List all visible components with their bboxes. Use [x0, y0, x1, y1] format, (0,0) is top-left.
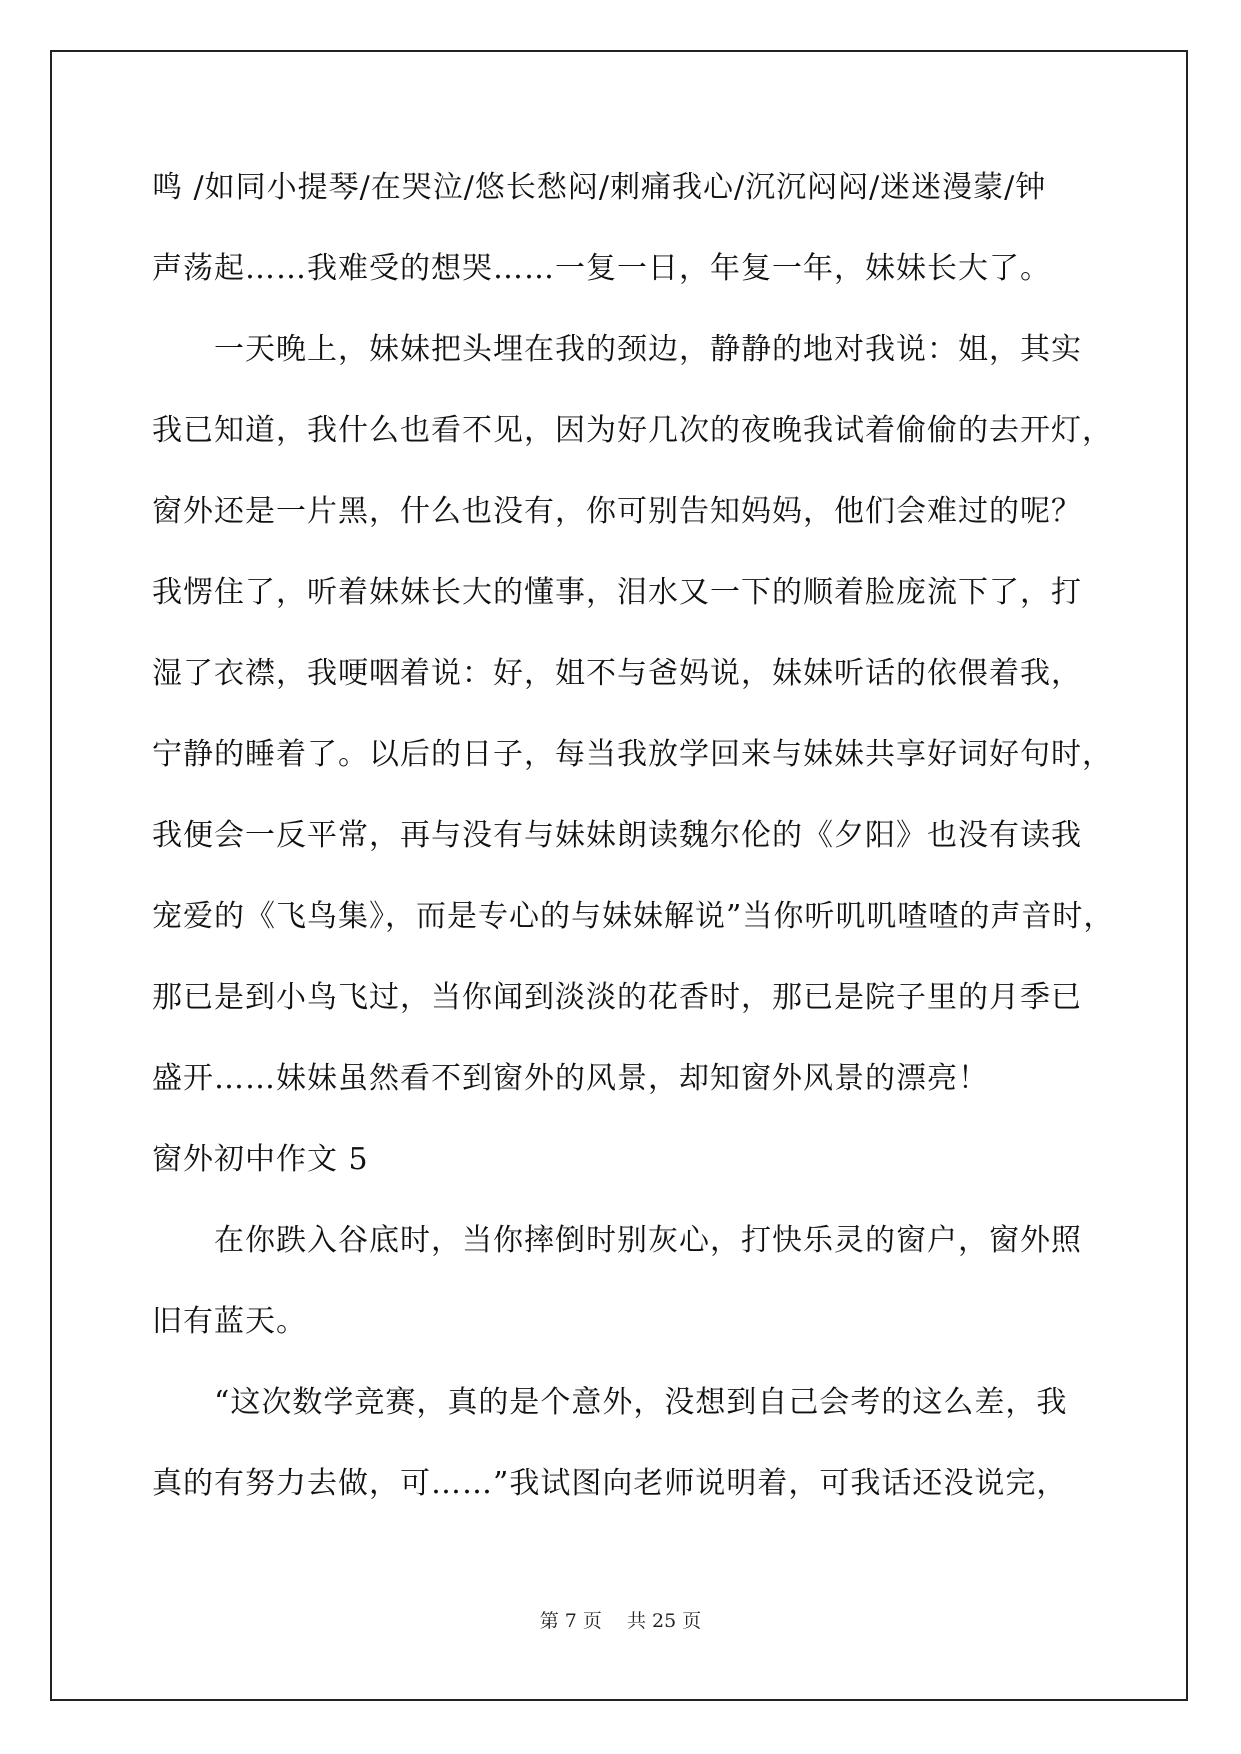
- text-line: 鸣 /如同小提琴/在哭泣/悠长愁闷/刺痛我心/沉沉闷闷/迷迷漫蒙/钟: [152, 170, 1047, 205]
- text-line: 声荡起……我难受的想哭……一复一日，年复一年，妹妹长大了。: [152, 251, 1051, 286]
- text-line: 窗外还是一片黑，什么也没有，你可别告知妈妈，他们会难过的呢？: [152, 494, 1082, 529]
- text-line: 旧有蓝天。: [152, 1304, 307, 1339]
- page-number-footer: 第 7 页 共 25 页: [539, 1610, 702, 1632]
- text-line: 盛开……妹妹虽然看不到窗外的风景，却知窗外风景的漂亮！: [152, 1061, 989, 1096]
- text-line: 湿了衣襟，我哽咽着说：好，姐不与爸妈说，妹妹听话的依偎着我，: [152, 656, 1082, 691]
- text-line: 宁静的睡着了。以后的日子，每当我放学回来与妹妹共享好词好句时，: [152, 737, 1113, 772]
- text-line: 在你跌入谷底时，当你摔倒时别灰心，打快乐灵的窗户，窗外照: [152, 1223, 1082, 1258]
- text-line: “这次数学竞赛，真的是个意外，没想到自己会考的这么差，我: [152, 1385, 1068, 1420]
- text-line: 宠爱的《飞鸟集》，而是专心的与妹妹解说”当你听叽叽喳喳的声音时，: [152, 899, 1115, 934]
- document-body: [152, 168, 1115, 1545]
- text-line: 一天晚上，妹妹把头埋在我的颈边，静静的地对我说：姐，其实: [152, 332, 1082, 367]
- text-line: 那已是到小鸟飞过，当你闻到淡淡的花香时，那已是院子里的月季已: [152, 980, 1082, 1015]
- section-heading: 窗外初中作文 5: [152, 1142, 369, 1177]
- text-line: 我已知道，我什么也看不见，因为好几次的夜晚我试着偷偷的去开灯，: [152, 413, 1113, 448]
- text-line: 真的有努力去做，可……”我试图向老师说明着，可我话还没说完，: [152, 1466, 1068, 1501]
- text-line: 我便会一反平常，再与没有与妹妹朗读魏尔伦的《夕阳》也没有读我: [152, 818, 1082, 853]
- text-line: 我愣住了，听着妹妹长大的懂事，泪水又一下的顺着脸庞流下了，打: [152, 575, 1082, 610]
